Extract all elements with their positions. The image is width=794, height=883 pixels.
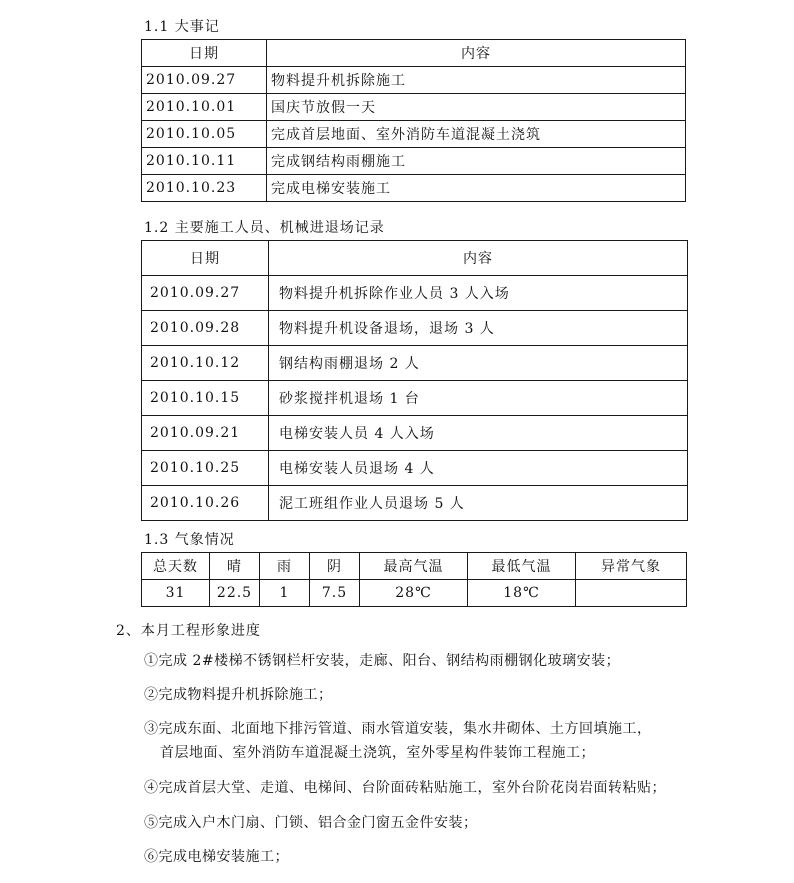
table-row	[142, 486, 688, 521]
column-header-min-temp: 最低气温	[468, 553, 576, 580]
progress-item: ②完成物料提升机拆除施工；	[144, 687, 333, 703]
table-row	[142, 580, 687, 607]
row-content: 完成钢结构雨棚施工	[267, 148, 686, 175]
row-content: 砂浆搅拌机退场 1 台	[269, 381, 688, 416]
table-row	[142, 148, 686, 175]
table-row	[142, 94, 686, 121]
row-date: 2010.09.27	[142, 67, 267, 94]
row-content: 物料提升机设备退场，退场 3 人	[269, 311, 688, 346]
column-header-sunny: 晴	[210, 553, 260, 580]
section-2-title: 2、本月工程形象进度	[116, 623, 261, 639]
row-date: 2010.10.15	[142, 381, 269, 416]
personnel-machinery-table	[141, 240, 688, 521]
progress-item: ③完成东面、北面地下排污管道、雨水管道安装，集水井砌体、土方回填施工，	[144, 721, 652, 737]
row-content: 完成首层地面、室外消防车道混凝土浇筑	[267, 121, 686, 148]
row-date: 2010.10.23	[142, 175, 267, 202]
table-row	[142, 121, 686, 148]
progress-item: ⑤完成入户木门扇、门锁、铝合金门窗五金件安装；	[144, 815, 478, 831]
value-min-temp: 18℃	[468, 580, 576, 607]
row-content: 泥工班组作业人员退场 5 人	[269, 486, 688, 521]
row-date: 2010.09.21	[142, 416, 269, 451]
table-row	[142, 346, 688, 381]
row-content: 电梯安装人员退场 4 人	[269, 451, 688, 486]
column-header-total-days: 总天数	[142, 553, 210, 580]
column-header-max-temp: 最高气温	[360, 553, 468, 580]
column-header-date: 日期	[142, 40, 267, 67]
row-content: 物料提升机拆除作业人员 3 人入场	[269, 276, 688, 311]
row-content: 物料提升机拆除施工	[267, 67, 686, 94]
section-1-3-title: 1.3 气象情况	[144, 532, 235, 548]
row-date: 2010.10.11	[142, 148, 267, 175]
column-header-rain: 雨	[260, 553, 310, 580]
column-header-cloudy: 阴	[310, 553, 360, 580]
value-abnormal-weather	[576, 580, 687, 607]
table-row	[142, 276, 688, 311]
column-header-date: 日期	[142, 241, 269, 276]
table-header-row	[142, 553, 687, 580]
table-header-row	[142, 241, 688, 276]
progress-item-continuation: 首层地面、室外消防车道混凝土浇筑，室外零星构件装饰工程施工；	[160, 745, 595, 761]
table-row	[142, 175, 686, 202]
value-total-days: 31	[142, 580, 210, 607]
events-table	[141, 39, 686, 202]
table-row	[142, 451, 688, 486]
progress-item: ⑥完成电梯安装施工；	[144, 849, 289, 865]
table-header-row	[142, 40, 686, 67]
row-date: 2010.10.26	[142, 486, 269, 521]
table-row	[142, 67, 686, 94]
table-row	[142, 416, 688, 451]
row-content: 国庆节放假一天	[267, 94, 686, 121]
column-header-content: 内容	[267, 40, 686, 67]
value-cloudy: 7.5	[310, 580, 360, 607]
progress-item: ④完成首层大堂、走道、电梯间、台阶面砖粘贴施工，室外台阶花岗岩面转粘贴；	[144, 780, 666, 796]
value-rain: 1	[260, 580, 310, 607]
row-content: 完成电梯安装施工	[267, 175, 686, 202]
column-header-abnormal-weather: 异常气象	[576, 553, 687, 580]
row-date: 2010.09.28	[142, 311, 269, 346]
weather-table	[141, 552, 687, 607]
row-date: 2010.10.05	[142, 121, 267, 148]
row-date: 2010.09.27	[142, 276, 269, 311]
row-content: 钢结构雨棚退场 2 人	[269, 346, 688, 381]
value-max-temp: 28℃	[360, 580, 468, 607]
column-header-content: 内容	[269, 241, 688, 276]
table-row	[142, 381, 688, 416]
row-date: 2010.10.12	[142, 346, 269, 381]
progress-item: ①完成 2#楼梯不锈钢栏杆安装，走廊、阳台、钢结构雨棚钢化玻璃安装；	[144, 653, 621, 669]
row-content: 电梯安装人员 4 人入场	[269, 416, 688, 451]
row-date: 2010.10.01	[142, 94, 267, 121]
table-row	[142, 311, 688, 346]
section-1-2-title: 1.2 主要施工人员、机械进退场记录	[144, 220, 385, 236]
section-1-1-title: 1.1 大事记	[144, 19, 220, 35]
value-sunny: 22.5	[210, 580, 260, 607]
row-date: 2010.10.25	[142, 451, 269, 486]
